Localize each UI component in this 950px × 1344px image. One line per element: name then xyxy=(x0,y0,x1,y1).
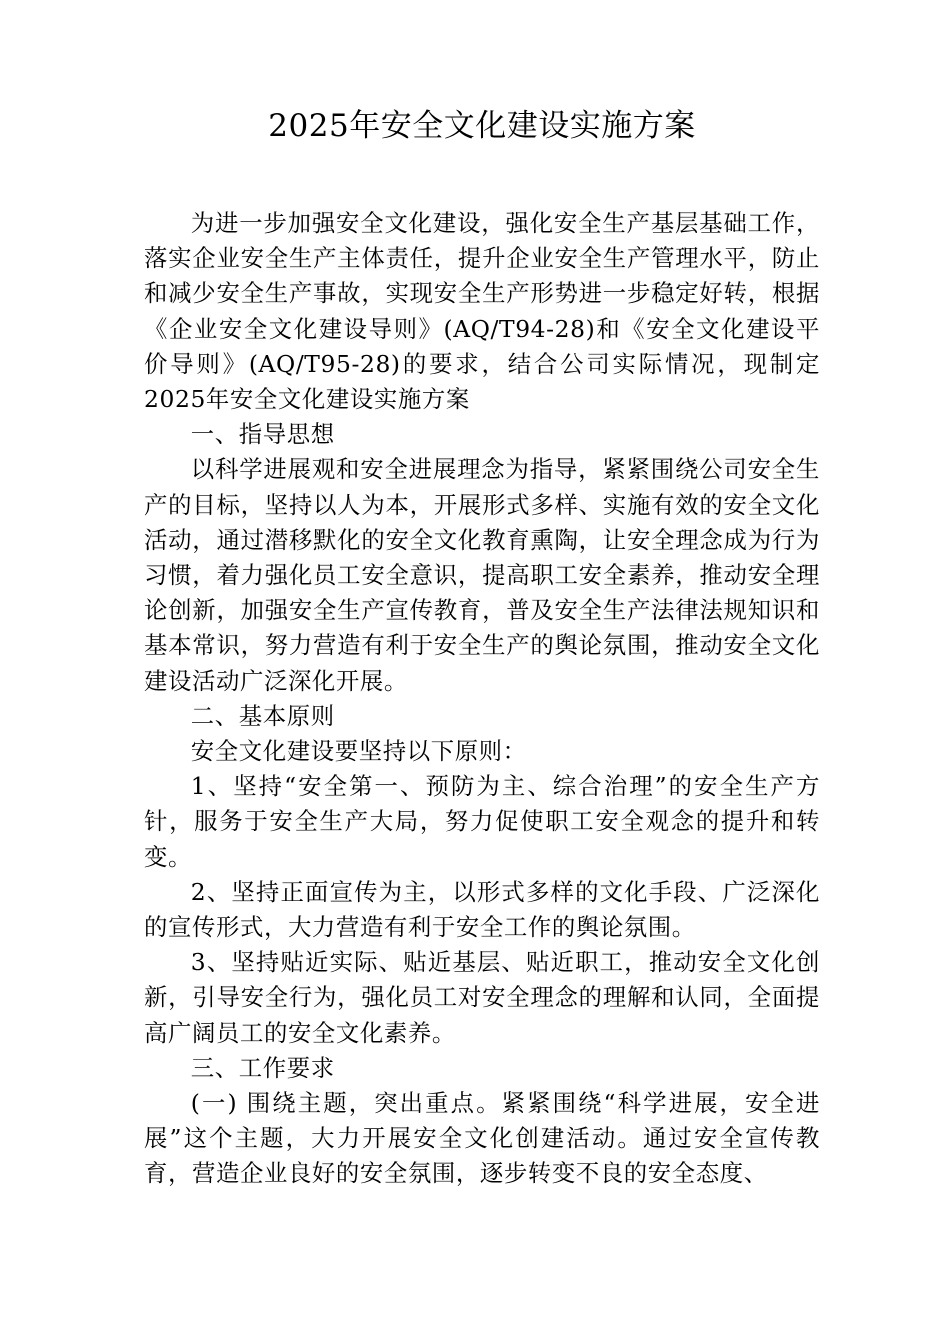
requirement-item-1: (一) 围绕主题，突出重点。紧紧围绕“科学进展，安全进展”这个主题，大力开展安全文化创建活动。通过安全宣传教育，营造企业良好的安全氛围，逐步转变不良的安全态度、 xyxy=(144,1089,820,1188)
section-heading-work-requirements: 三、工作要求 xyxy=(190,1053,335,1082)
paragraph-guiding-ideology: 以科学进展观和安全进展理念为指导，紧紧围绕公司安全生产的目标，坚持以人为本，开展形式多样、实施有效的安全文化活动，通过潜移默化的安全文化教育熏陶，让安全理念成为行为习惯，着力强化员工安全意识，提高职工安全素养，推动安全理论创新，加强安全生产宣传教育，普及安全生产法律法规知识和基本常识，努力营造有利于安全生产的舆论氛围，推动安全文化建设活动广泛深化开展。 xyxy=(144,455,820,695)
principle-item-2: 2、坚持正面宣传为主，以形式多样的文化手段、广泛深化的宣传形式，大力营造有利于安全工作的舆论氛围。 xyxy=(144,877,820,942)
section-heading-guiding-ideology: 一、指导思想 xyxy=(190,420,335,449)
paragraph-intro: 为进一步加强安全文化建设，强化安全生产基层基础工作，落实企业安全生产主体责任，提升企业安全生产管理水平，防止和减少安全生产事故，实现安全生产形势进一步稳定好转，根据《企业安全文化建设导则》(AQ/T94-28)和《安全文化建设平价导则》(AQ/T95-28)的要求，结合公司实际情况，现制定2025年安全文化建设实施方案 xyxy=(144,209,820,414)
document-title: 2025年安全文化建设实施方案 xyxy=(268,108,696,144)
principle-item-3: 3、坚持贴近实际、贴近基层、贴近职工，推动安全文化创新，引导安全行为，强化员工对安全理念的理解和认同，全面提高广阔员工的安全文化素养。 xyxy=(144,948,820,1047)
document-body xyxy=(144,206,820,1192)
section-heading-basic-principles: 二、基本原则 xyxy=(190,701,335,730)
principle-item-1: 1、坚持“安全第一、预防为主、综合治理”的安全生产方针，服务于安全生产大局，努力促使职工安全观念的提升和转变。 xyxy=(144,772,820,871)
paragraph-principles-intro: 安全文化建设要坚持以下原则： xyxy=(190,737,527,766)
